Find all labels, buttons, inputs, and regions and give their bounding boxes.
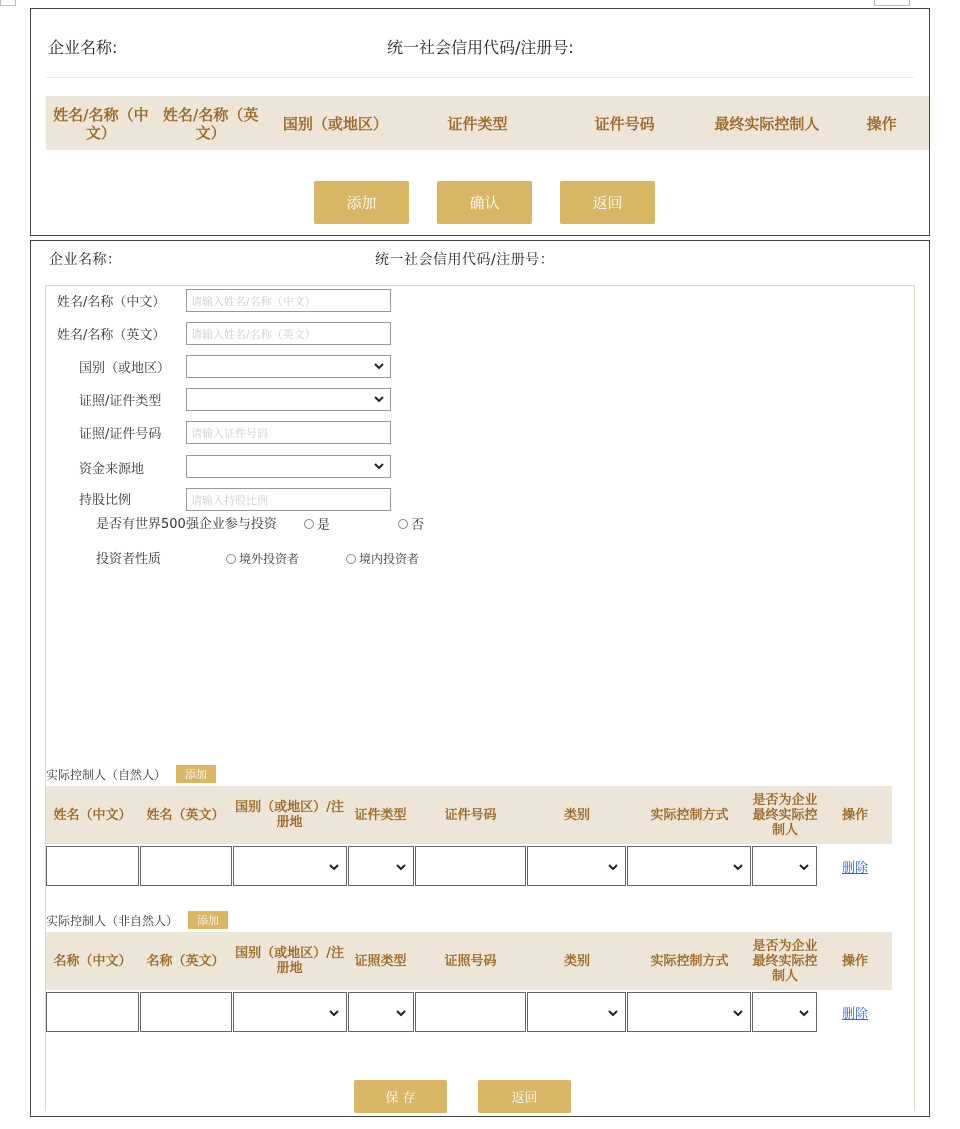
fund-source-label: 资金来源地 — [79, 462, 145, 477]
col-id-type: 证件类型 — [447, 114, 508, 133]
col-id-number: 证件号码 — [444, 807, 497, 823]
id-number-input[interactable]: 请输入证件号码 — [186, 421, 391, 444]
natural-controller-title — [46, 765, 216, 783]
country-select[interactable] — [186, 355, 391, 378]
col-is-ultimate: 是否为企业最终实际控制人 — [752, 792, 818, 838]
fund-source-select[interactable] — [186, 455, 391, 478]
col-country: 国别（或地区）/注册地 — [235, 946, 344, 976]
col-is-ultimate: 是否为企业最终实际控制人 — [752, 938, 818, 984]
id-type-select[interactable] — [348, 846, 414, 886]
is-ultimate-select[interactable] — [752, 992, 817, 1032]
window-edge-right — [874, 0, 910, 6]
col-category: 类别 — [563, 953, 590, 969]
delete-link[interactable]: 删除 — [842, 1006, 869, 1022]
fortune500-yes-radio[interactable] — [304, 514, 330, 533]
investor-foreign-radio[interactable] — [226, 550, 299, 567]
non-natural-controller-title — [46, 911, 228, 929]
chevron-down-icon — [798, 861, 810, 873]
chevron-down-icon — [732, 1007, 744, 1019]
radio-icon — [226, 554, 236, 564]
table-row — [46, 846, 892, 886]
control-method-select[interactable] — [627, 992, 751, 1032]
delete-link[interactable]: 删除 — [842, 860, 869, 876]
section-title: 实际控制人（非自然人） — [46, 913, 179, 928]
chevron-down-icon — [732, 861, 744, 873]
id-number-input[interactable] — [415, 846, 527, 886]
col-category: 类别 — [563, 807, 590, 823]
name-en-input[interactable] — [140, 846, 232, 886]
add-button[interactable]: 添加 — [314, 181, 409, 224]
window-edge-left — [0, 0, 16, 6]
radio-label: 境内投资者 — [359, 552, 420, 566]
col-name-en: 姓名/名称（英文） — [162, 105, 259, 142]
credit-code-label: 统一社会信用代码/注册号： — [375, 252, 555, 268]
credit-code-label: 统一社会信用代码/注册号: — [387, 38, 574, 57]
radio-label: 境外投资者 — [239, 552, 300, 566]
col-control-method: 实际控制方式 — [650, 807, 729, 823]
col-license-number: 证照号码 — [444, 953, 497, 969]
name-en-label: 姓名/名称（英文） — [57, 328, 166, 343]
fortune500-label: 是否有世界500强企业参与投资 — [96, 517, 277, 532]
save-button[interactable]: 保 存 — [354, 1080, 447, 1113]
company-name-label: 企业名称: — [48, 38, 118, 57]
col-id-type: 证件类型 — [354, 807, 407, 823]
investor-domestic-radio[interactable] — [346, 550, 419, 567]
radio-icon — [398, 519, 408, 529]
investor-form-panel — [30, 240, 930, 1117]
table-row — [46, 992, 892, 1032]
id-number-label: 证照/证件号码 — [79, 427, 162, 442]
delete-link-wrap — [818, 992, 892, 1032]
back-button[interactable]: 返回 — [478, 1080, 571, 1113]
id-type-select[interactable] — [186, 388, 391, 411]
col-action: 操作 — [841, 953, 868, 969]
radio-icon — [304, 519, 314, 529]
chevron-down-icon — [607, 861, 619, 873]
col-control-method: 实际控制方式 — [650, 953, 729, 969]
company-name-label: 企业名称： — [49, 252, 122, 268]
section-title: 实际控制人（自然人） — [46, 767, 167, 782]
col-name-en: 姓名（英文） — [146, 807, 225, 823]
back-button[interactable]: 返回 — [560, 181, 655, 224]
chevron-down-icon — [328, 861, 340, 873]
add-non-natural-controller-button[interactable]: 添加 — [188, 911, 228, 929]
col-id-number: 证件号码 — [594, 114, 655, 133]
name-en-input[interactable]: 请输入姓名/名称（英文） — [186, 322, 391, 345]
chevron-down-icon — [373, 460, 385, 472]
category-select[interactable] — [527, 846, 626, 886]
col-name-cn: 姓名/名称（中文） — [53, 105, 149, 142]
chevron-down-icon — [395, 861, 407, 873]
chevron-down-icon — [395, 1007, 407, 1019]
col-action: 操作 — [866, 114, 897, 133]
chevron-down-icon — [798, 1007, 810, 1019]
chevron-down-icon — [373, 360, 385, 372]
name-cn-label: 姓名/名称（中文） — [57, 295, 166, 310]
id-type-label: 证照/证件类型 — [79, 394, 162, 409]
col-name-en: 名称（英文） — [146, 953, 225, 969]
chevron-down-icon — [607, 1007, 619, 1019]
col-country: 国别（或地区） — [282, 114, 388, 133]
is-ultimate-select[interactable] — [752, 846, 817, 886]
table-header — [46, 786, 892, 844]
radio-label: 是 — [317, 518, 331, 533]
fortune500-no-radio[interactable] — [398, 514, 424, 533]
name-cn-input[interactable] — [46, 846, 139, 886]
col-country: 国别（或地区）/注册地 — [235, 800, 344, 830]
col-name-cn: 名称（中文） — [53, 953, 132, 969]
controller-list-panel — [30, 8, 930, 236]
add-natural-controller-button[interactable]: 添加 — [176, 765, 216, 783]
col-name-cn: 姓名（中文） — [53, 807, 132, 823]
col-action: 操作 — [841, 807, 868, 823]
country-label: 国别（或地区） — [79, 361, 171, 376]
control-method-select[interactable] — [627, 846, 751, 886]
radio-icon — [346, 554, 356, 564]
header-divider — [46, 77, 914, 78]
name-cn-input[interactable]: 请输入姓名/名称（中文） — [186, 289, 391, 312]
delete-link-wrap — [818, 846, 892, 886]
name-en-input[interactable] — [140, 992, 232, 1032]
table-header — [46, 932, 892, 990]
license-type-select[interactable] — [348, 992, 414, 1032]
share-ratio-input[interactable]: 请输入持股比例 — [186, 488, 391, 511]
confirm-button[interactable]: 确认 — [437, 181, 532, 224]
country-select[interactable] — [233, 846, 347, 886]
radio-label: 否 — [411, 518, 425, 533]
name-cn-input[interactable] — [46, 992, 139, 1032]
license-number-input[interactable] — [415, 992, 527, 1032]
col-license-type: 证照类型 — [354, 953, 407, 969]
chevron-down-icon — [328, 1007, 340, 1019]
chevron-down-icon — [373, 393, 385, 405]
col-ultimate-controller: 最终实际控制人 — [714, 114, 820, 133]
category-select[interactable] — [527, 992, 626, 1032]
share-ratio-label: 持股比例 — [79, 493, 132, 508]
country-select[interactable] — [233, 992, 347, 1032]
investor-nature-label: 投资者性质 — [96, 552, 162, 567]
controller-list-header — [46, 96, 929, 150]
